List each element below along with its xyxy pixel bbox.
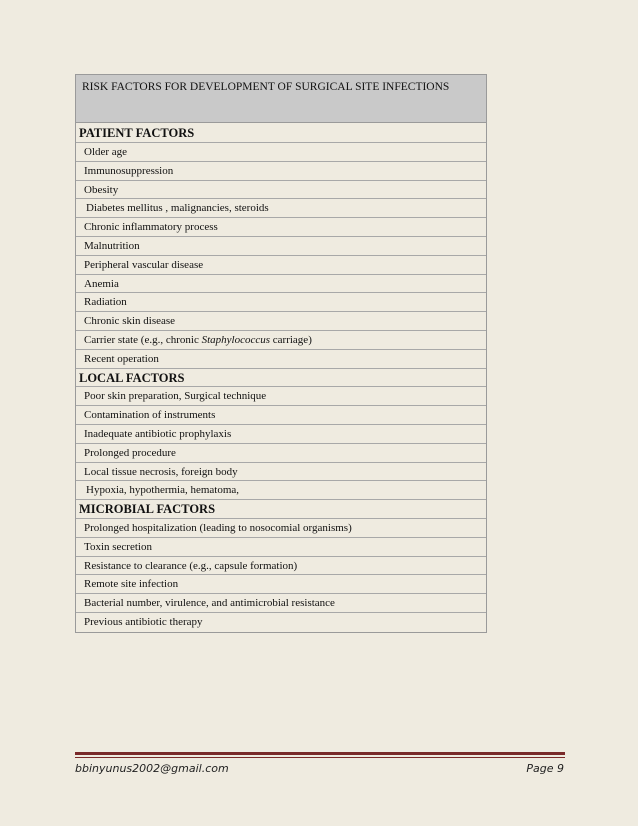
section-heading-microbial: MICROBIAL FACTORS [76,500,486,519]
table-row: Obesity [76,181,486,200]
table-row: Chronic skin disease [76,312,486,331]
risk-factors-table [75,74,487,633]
table-row: Peripheral vascular disease [76,256,486,275]
carrier-text-prefix: Carrier state (e.g., chronic [84,333,202,346]
carrier-text-suffix: carriage) [270,333,312,346]
table-title: RISK FACTORS FOR DEVELOPMENT OF SURGICAL SITE INFECTIONS [76,75,486,123]
table-row: Bacterial number, virulence, and antimicrobial resistance [76,594,486,613]
footer-email: bbinyunus2002@gmail.com [75,762,229,775]
table-row: Prolonged procedure [76,444,486,463]
table-row: Older age [76,143,486,162]
table-row: Toxin secretion [76,538,486,557]
section-heading-patient: PATIENT FACTORS [76,123,486,143]
table-row: Remote site infection [76,575,486,594]
carrier-text-italic: Staphylococcus [201,333,271,346]
footer-rule-thick [75,752,565,755]
table-row: Radiation [76,293,486,312]
footer-rule [75,752,565,758]
table-row: Previous antibiotic therapy [84,615,203,628]
table-row: Malnutrition [76,237,486,256]
table-row: Resistance to clearance (e.g., capsule formation) [76,557,486,576]
page-number: Page 9 [526,762,564,775]
table-row: Local tissue necrosis, foreign body [76,463,486,482]
table-row: Prolonged hospitalization (leading to nosocomial organisms) [76,519,486,538]
table-row: Immunosuppression [76,162,486,181]
section-heading-local: LOCAL FACTORS [76,369,486,388]
table-row: Diabetes mellitus , malignancies, steroids [76,199,486,218]
table-row: Recent operation [76,350,486,369]
table-row: Contamination of instruments [76,406,486,425]
table-row: Chronic inflammatory process [76,218,486,237]
table-row: Hypoxia, hypothermia, hematoma, [76,481,486,500]
table-row: Inadequate antibiotic prophylaxis [76,425,486,444]
table-row: Anemia [76,275,486,294]
footer-rule-thin [75,757,565,758]
table-row-carrier-state [76,331,486,350]
table-row: Poor skin preparation, Surgical technique [76,387,486,406]
